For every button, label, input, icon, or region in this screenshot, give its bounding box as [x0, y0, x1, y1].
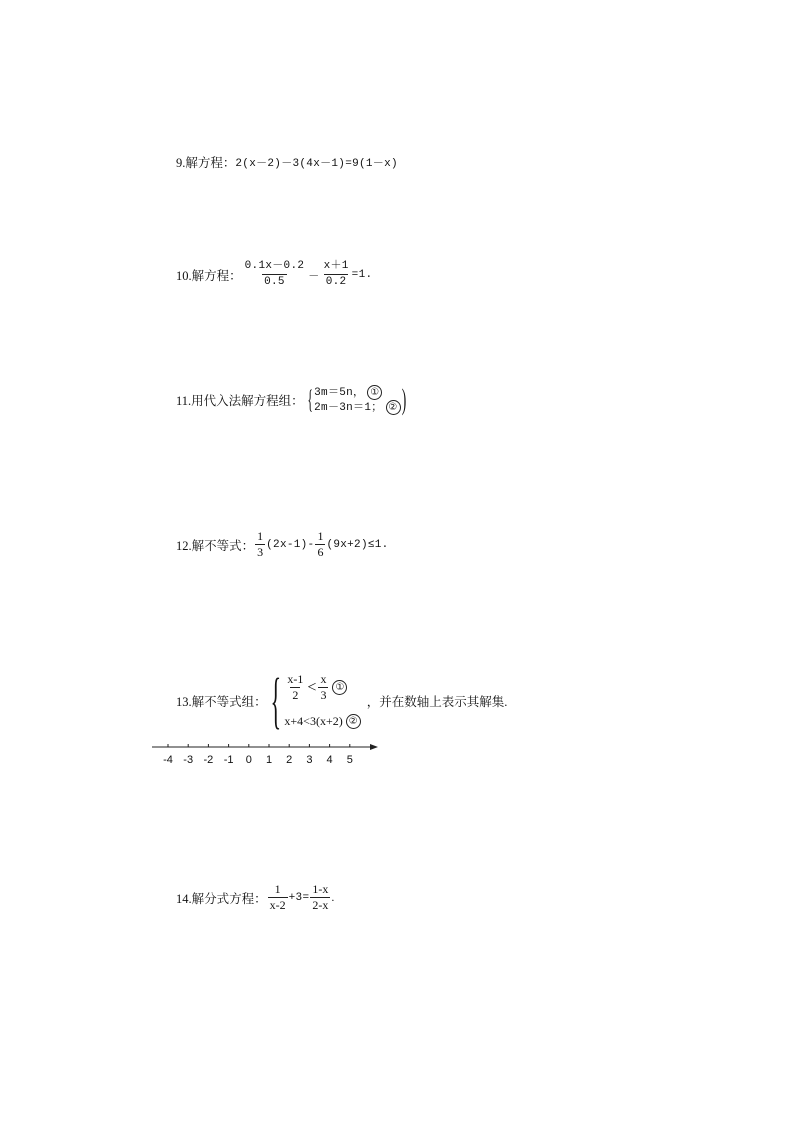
fraction-right	[310, 883, 330, 912]
number-line-tick-label: -4	[163, 754, 173, 766]
question-13-suffix: ，并在数轴上表示其解集.	[366, 695, 508, 709]
arrow-right-icon	[370, 744, 378, 750]
right-paren-icon: )	[401, 383, 406, 416]
expression-tail: .	[331, 890, 335, 904]
question-9-label: 9.解方程：	[176, 156, 236, 170]
fraction-1	[243, 260, 307, 289]
fraction-1-numerator: 0.1x－0.2	[244, 260, 305, 272]
fraction-numerator: x	[320, 672, 327, 686]
question-13-label: 13.解不等式组：	[176, 695, 267, 709]
fraction-numerator: 1	[317, 529, 324, 543]
fraction-right	[318, 673, 328, 702]
fraction-2-numerator: x＋1	[323, 260, 349, 272]
fraction-denominator: 6	[317, 545, 324, 559]
inequality-2-text: x+4<3(x+2)	[284, 714, 343, 728]
question-11	[176, 385, 409, 415]
inequality-2-marker: ②	[346, 714, 361, 729]
expression-middle: +3=	[288, 891, 310, 904]
question-14	[176, 883, 334, 912]
number-line-tick-label: 1	[265, 754, 273, 766]
question-12-label: 12.解不等式：	[176, 538, 255, 553]
equation-2-text: 2m－3n＝1；	[314, 401, 383, 414]
fraction-1-denominator: 0.5	[264, 276, 285, 288]
fraction-numerator: 1	[257, 529, 264, 543]
fraction-one-third	[255, 530, 265, 559]
fraction-numerator: x-1	[287, 672, 304, 686]
number-line-tick-label: 2	[286, 754, 293, 766]
fraction-left	[285, 673, 305, 702]
fraction-one-sixth	[315, 530, 325, 559]
fraction-denominator: x-2	[269, 898, 286, 912]
question-10-label: 10.解方程：	[176, 268, 242, 283]
fraction-numerator: 1-x	[312, 882, 329, 896]
equation-1-text: 3m＝5n，	[314, 386, 365, 399]
number-line	[148, 740, 388, 770]
fraction-left	[268, 883, 288, 912]
inequality-1	[284, 673, 360, 702]
number-line-tick-label: 0	[245, 754, 252, 766]
fraction-2	[322, 260, 351, 289]
number-line-tick-label: 4	[326, 754, 333, 766]
number-line-tick-label: 5	[346, 754, 353, 766]
minus-sign: －	[308, 270, 320, 283]
fraction-denominator: 3	[257, 545, 264, 559]
number-line-tick-label: -2	[203, 754, 214, 766]
fraction-2-denominator: 0.2	[325, 276, 347, 288]
question-9-equation: 2(x－2)－3(4x－1)=9(1－x)	[235, 158, 398, 170]
expression-middle: (2x-1)-	[266, 538, 315, 551]
inequality-2	[284, 714, 360, 729]
equation-rhs: =1.	[351, 268, 373, 281]
question-11-label: 11.用代入法解方程组：	[176, 394, 304, 408]
question-10	[176, 260, 372, 289]
fraction-numerator: 1	[274, 882, 281, 896]
equation-1-marker: ①	[367, 385, 382, 400]
question-14-label: 14.解分式方程：	[176, 891, 267, 906]
inequality-system	[284, 673, 360, 729]
left-brace-icon: {	[307, 385, 313, 414]
equation-1	[314, 385, 400, 400]
equation-system	[314, 385, 400, 415]
number-line-tick-label: -3	[183, 754, 194, 766]
equation-2-marker: ②	[386, 400, 401, 415]
less-than-sign: <	[307, 678, 317, 696]
question-13	[176, 667, 508, 735]
expression-tail: (9x+2)≤1.	[326, 538, 389, 551]
equation-2	[314, 400, 400, 415]
number-line-tick-label: -1	[223, 754, 234, 766]
number-line-tick-label: 3	[306, 754, 313, 766]
fraction-denominator: 2-x	[312, 898, 329, 912]
inequality-1-marker: ①	[332, 680, 347, 695]
question-9	[176, 153, 398, 171]
fraction-denominator: 2	[292, 688, 299, 702]
left-brace-icon: {	[270, 667, 281, 735]
question-12	[176, 530, 389, 559]
fraction-denominator: 3	[320, 688, 327, 702]
